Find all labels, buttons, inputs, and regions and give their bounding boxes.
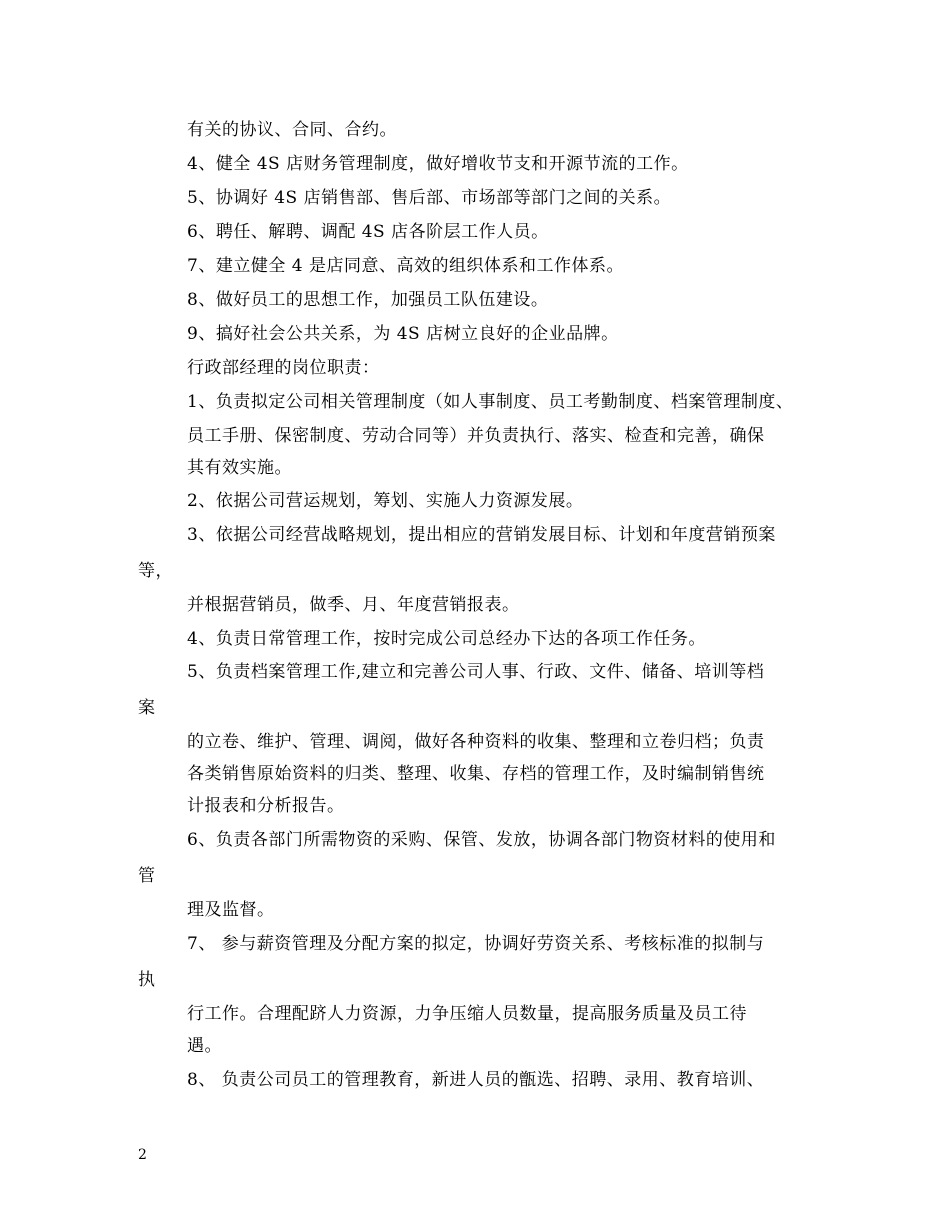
text-line: 员工手册、保密制度、劳动合同等）并负责执行、落实、检查和完善，确保 bbox=[187, 426, 765, 446]
text-line: 理及监督。 bbox=[187, 900, 275, 920]
text-line: 3、依据公司经营战略规划，提出相应的营销发展目标、计划和年度营销预案 bbox=[187, 525, 776, 545]
text-line: 案 bbox=[138, 698, 156, 718]
text-line: 9、搞好社会公共关系，为 4S 店树立良好的企业品牌。 bbox=[187, 324, 619, 344]
text-line: 8、做好员工的思想工作，加强员工队伍建设。 bbox=[187, 290, 549, 310]
text-line: 6、负责各部门所需物资的采购、保管、发放，协调各部门物资材料的使用和 bbox=[187, 830, 776, 850]
text-line: 6、聘任、解聘、调配 4S 店各阶层工作人员。 bbox=[187, 222, 549, 242]
page-number: 2 bbox=[138, 1147, 147, 1163]
text-line: 5、协调好 4S 店销售部、售后部、市场部等部门之间的关系。 bbox=[187, 188, 672, 208]
text-line: 7、建立健全 4 是店同意、高效的组织体系和工作体系。 bbox=[187, 256, 624, 276]
text-line: 有关的协议、合同、合约。 bbox=[187, 120, 397, 140]
text-line: 管 bbox=[138, 866, 156, 886]
text-line: 2、依据公司营运规划，筹划、实施人力资源发展。 bbox=[187, 491, 584, 511]
section-heading: 行政部经理的岗位职责： bbox=[187, 358, 380, 378]
text-line: 4、健全 4S 店财务管理制度，做好增收节支和开源节流的工作。 bbox=[187, 154, 689, 174]
text-line: 8、 负责公司员工的管理教育，新进人员的甑选、招聘、录用、教育培训、 bbox=[187, 1070, 765, 1090]
text-line: 各类销售原始资料的归类、整理、收集、存档的管理工作，及时编制销售统 bbox=[187, 764, 765, 784]
text-line: 1、负责拟定公司相关管理制度（如人事制度、员工考勤制度、档案管理制度、 bbox=[187, 392, 794, 412]
text-line: 计报表和分析报告。 bbox=[187, 796, 345, 816]
text-line: 7、 参与薪资管理及分配方案的拟定，协调好劳资关系、考核标准的拟制与 bbox=[187, 934, 765, 954]
text-line: 等， bbox=[138, 561, 173, 581]
text-line: 其有效实施。 bbox=[187, 458, 292, 478]
text-line: 5、负责档案管理工作,建立和完善公司人事、行政、文件、储备、培训等档 bbox=[187, 662, 765, 682]
text-line: 行工作。合理配跻人力资源，力争压缩人员数量，提高服务质量及员工待 bbox=[187, 1004, 747, 1024]
text-line: 执 bbox=[138, 970, 156, 990]
text-line: 遇。 bbox=[187, 1036, 222, 1056]
text-line: 的立卷、维护、管理、调阅，做好各种资料的收集、整理和立卷归档；负责 bbox=[187, 732, 765, 752]
text-line: 4、负责日常管理工作，按时完成公司总经办下达的各项工作任务。 bbox=[187, 629, 706, 649]
text-line: 并根据营销员，做季、月、年度营销报表。 bbox=[187, 595, 520, 615]
